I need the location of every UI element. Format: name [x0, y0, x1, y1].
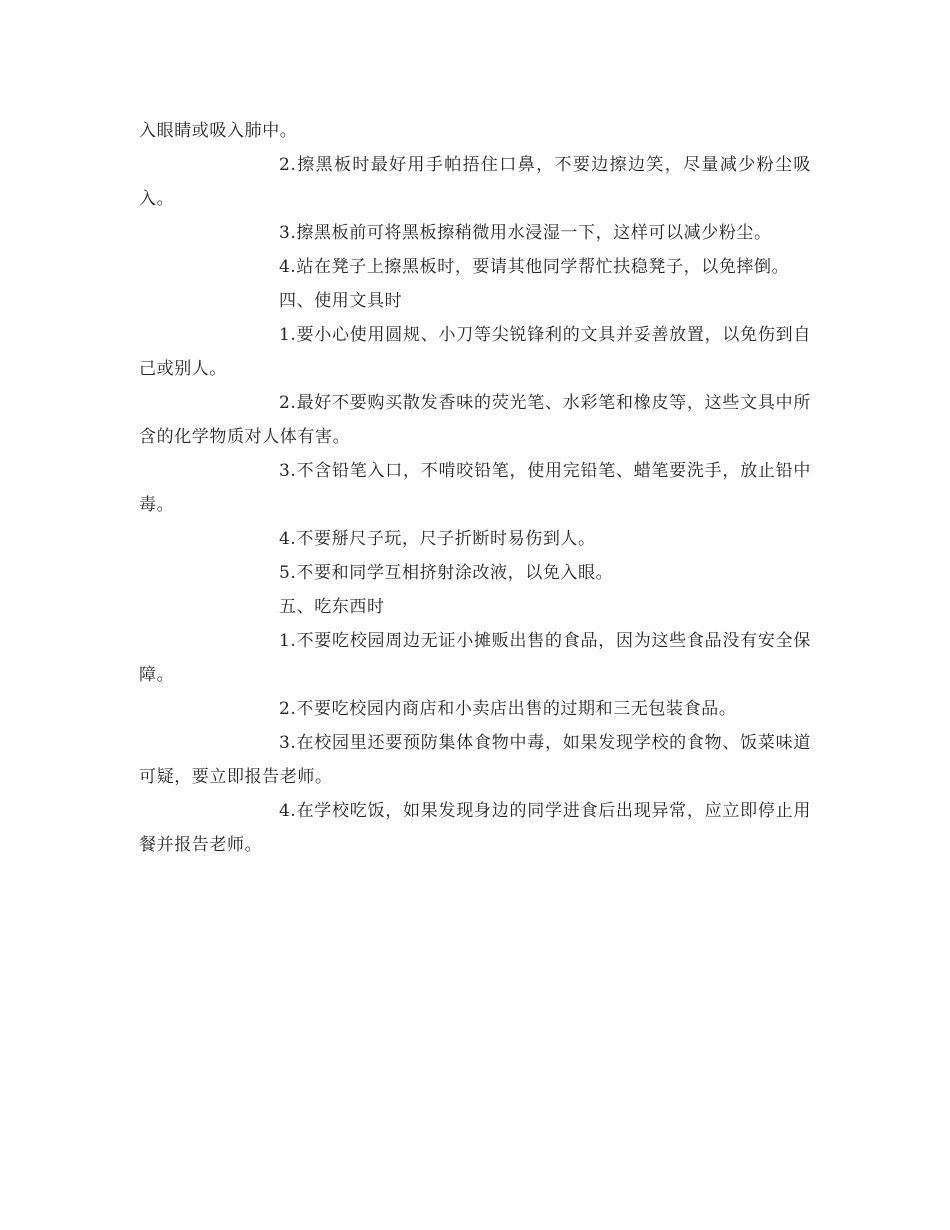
paragraph-item: 5.不要和同学互相挤射涂改液，以免入眼。	[279, 563, 614, 583]
paragraph-item: 2.不要吃校园内商店和小卖店出售的过期和三无包装食品。	[279, 699, 737, 719]
paragraph-item: 4.站在凳子上擦黑板时，要请其他同学帮忙扶稳凳子，以免摔倒。	[279, 257, 790, 277]
paragraph-item: 3.不含铅笔入口，不啃咬铅笔，使用完铅笔、蜡笔要洗手，放止铅中毒。	[139, 461, 811, 515]
paragraph-item: 4.在学校吃饭，如果发现身边的同学进食后出现异常，应立即停止用餐并报告老师。	[139, 801, 811, 855]
paragraph-item: 3.在校园里还要预防集体食物中毒，如果发现学校的食物、饭菜味道可疑，要立即报告老师。	[139, 733, 811, 787]
paragraph-item: 3.擦黑板前可将黑板擦稍微用水浸湿一下，这样可以减少粉尘。	[279, 223, 772, 243]
section-heading: 五、吃东西时	[279, 597, 385, 617]
paragraph-item: 2.最好不要购买散发香味的荧光笔、水彩笔和橡皮等，这些文具中所含的化学物质对人体有害。	[139, 393, 811, 447]
paragraph-item: 1.不要吃校园周边无证小摊贩出售的食品，因为这些食品没有安全保障。	[139, 631, 811, 685]
section-heading: 四、使用文具时	[279, 291, 403, 311]
paragraph-item: 4.不要掰尺子玩，尺子折断时易伤到人。	[279, 529, 596, 549]
paragraph-item: 2.擦黑板时最好用手帕捂住口鼻，不要边擦边笑，尽量减少粉尘吸入。	[139, 155, 811, 209]
document-body	[139, 114, 811, 862]
paragraph-continuation: 入眼睛或吸入肺中。	[139, 121, 298, 141]
paragraph-item: 1.要小心使用圆规、小刀等尖锐锋利的文具并妥善放置，以免伤到自己或别人。	[139, 325, 811, 379]
